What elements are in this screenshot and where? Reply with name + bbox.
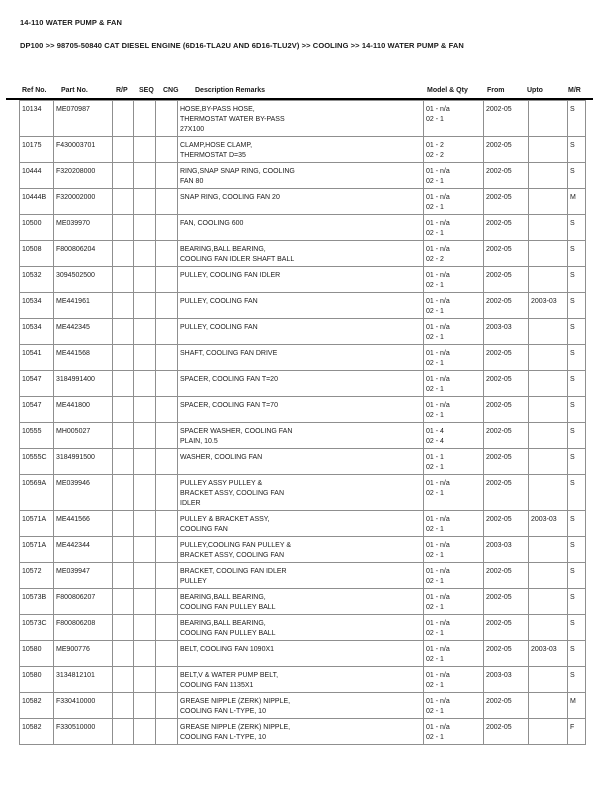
page-title: 14-110 WATER PUMP & FAN: [20, 18, 123, 27]
model-qty-cell: 01 - n/a 02 - 1: [424, 475, 484, 511]
from-cell: 2002-05: [484, 267, 529, 293]
rp-cell: [113, 615, 134, 641]
table-row: [20, 397, 586, 423]
description-cell: WASHER, COOLING FAN: [178, 449, 424, 475]
upto-cell: [529, 667, 568, 693]
column-header-model-qty: Model & Qty: [427, 87, 468, 94]
part-no-cell: 3094502500: [54, 267, 113, 293]
mr-cell: S: [568, 475, 586, 511]
cng-cell: [156, 267, 178, 293]
cng-cell: [156, 137, 178, 163]
from-cell: 2002-05: [484, 563, 529, 589]
description-cell: PULLEY, COOLING FAN IDLER: [178, 267, 424, 293]
from-cell: 2002-05: [484, 345, 529, 371]
part-no-cell: ME441568: [54, 345, 113, 371]
model-qty-cell: 01 - n/a 02 - 1: [424, 719, 484, 745]
cng-cell: [156, 449, 178, 475]
part-no-cell: F320208000: [54, 163, 113, 189]
upto-cell: [529, 563, 568, 589]
ref-no-cell: 10534: [20, 293, 54, 319]
cng-cell: [156, 693, 178, 719]
table-row: [20, 137, 586, 163]
seq-cell: [134, 371, 156, 397]
mr-cell: S: [568, 101, 586, 137]
table-row: [20, 475, 586, 511]
upto-cell: [529, 693, 568, 719]
mr-cell: S: [568, 641, 586, 667]
rp-cell: [113, 397, 134, 423]
seq-cell: [134, 241, 156, 267]
seq-cell: [134, 589, 156, 615]
description-cell: BELT, COOLING FAN 1090X1: [178, 641, 424, 667]
table-row: [20, 641, 586, 667]
model-qty-cell: 01 - n/a 02 - 1: [424, 319, 484, 345]
mr-cell: S: [568, 589, 586, 615]
part-no-cell: F330510000: [54, 719, 113, 745]
rp-cell: [113, 241, 134, 267]
cng-cell: [156, 537, 178, 563]
seq-cell: [134, 397, 156, 423]
mr-cell: S: [568, 137, 586, 163]
cng-cell: [156, 241, 178, 267]
cng-cell: [156, 615, 178, 641]
description-cell: GREASE NIPPLE (ZERK) NIPPLE, COOLING FAN L-TYPE, 10: [178, 693, 424, 719]
mr-cell: S: [568, 215, 586, 241]
table-row: [20, 371, 586, 397]
mr-cell: S: [568, 163, 586, 189]
ref-no-cell: 10547: [20, 397, 54, 423]
mr-cell: M: [568, 189, 586, 215]
breadcrumb: DP100 >> 98705-50840 CAT DIESEL ENGINE (6D16-TLA2U AND 6D16-TLU2V) >> COOLING >> 14-110 WATER PUMP & FAN: [20, 41, 464, 50]
part-no-cell: F800806208: [54, 615, 113, 641]
part-no-cell: ME441961: [54, 293, 113, 319]
column-header-from: From: [487, 87, 505, 94]
seq-cell: [134, 345, 156, 371]
from-cell: 2002-05: [484, 101, 529, 137]
from-cell: 2002-05: [484, 511, 529, 537]
rp-cell: [113, 641, 134, 667]
description-cell: PULLEY ASSY PULLEY & BRACKET ASSY, COOLING FAN IDLER: [178, 475, 424, 511]
description-cell: PULLEY, COOLING FAN: [178, 293, 424, 319]
model-qty-cell: 01 - n/a 02 - 1: [424, 345, 484, 371]
description-cell: RING,SNAP SNAP RING, COOLING FAN 80: [178, 163, 424, 189]
model-qty-cell: 01 - n/a 02 - 1: [424, 511, 484, 537]
description-cell: HOSE,BY-PASS HOSE, THERMOSTAT WATER BY-PASS 27X100: [178, 101, 424, 137]
seq-cell: [134, 615, 156, 641]
rp-cell: [113, 215, 134, 241]
from-cell: 2002-05: [484, 589, 529, 615]
upto-cell: [529, 423, 568, 449]
mr-cell: S: [568, 397, 586, 423]
description-cell: BRACKET, COOLING FAN IDLER PULLEY: [178, 563, 424, 589]
seq-cell: [134, 215, 156, 241]
rp-cell: [113, 537, 134, 563]
table-row: [20, 319, 586, 345]
from-cell: 2002-05: [484, 615, 529, 641]
model-qty-cell: 01 - n/a 02 - 1: [424, 563, 484, 589]
model-qty-cell: 01 - n/a 02 - 1: [424, 537, 484, 563]
model-qty-cell: 01 - n/a 02 - 1: [424, 101, 484, 137]
rp-cell: [113, 189, 134, 215]
seq-cell: [134, 693, 156, 719]
from-cell: 2002-05: [484, 423, 529, 449]
ref-no-cell: 10534: [20, 319, 54, 345]
parts-table-body: [20, 101, 586, 745]
upto-cell: [529, 319, 568, 345]
table-row: [20, 189, 586, 215]
table-row: [20, 293, 586, 319]
rp-cell: [113, 423, 134, 449]
upto-cell: 2003-03: [529, 641, 568, 667]
part-no-cell: ME039947: [54, 563, 113, 589]
rp-cell: [113, 719, 134, 745]
seq-cell: [134, 267, 156, 293]
cng-cell: [156, 163, 178, 189]
description-cell: GREASE NIPPLE (ZERK) NIPPLE, COOLING FAN L-TYPE, 10: [178, 719, 424, 745]
cng-cell: [156, 293, 178, 319]
table-row: [20, 563, 586, 589]
table-row: [20, 449, 586, 475]
upto-cell: [529, 397, 568, 423]
table-row: [20, 511, 586, 537]
seq-cell: [134, 641, 156, 667]
column-header-description-remarks: Description Remarks: [195, 87, 266, 94]
rp-cell: [113, 101, 134, 137]
table-row: [20, 215, 586, 241]
rp-cell: [113, 693, 134, 719]
ref-no-cell: 10582: [20, 693, 54, 719]
from-cell: 2002-05: [484, 293, 529, 319]
seq-cell: [134, 319, 156, 345]
table-row: [20, 719, 586, 745]
rp-cell: [113, 563, 134, 589]
upto-cell: [529, 215, 568, 241]
model-qty-cell: 01 - n/a 02 - 1: [424, 267, 484, 293]
rp-cell: [113, 449, 134, 475]
part-no-cell: MH005027: [54, 423, 113, 449]
rp-cell: [113, 589, 134, 615]
cng-cell: [156, 101, 178, 137]
table-row: [20, 101, 586, 137]
mr-cell: S: [568, 667, 586, 693]
from-cell: 2002-05: [484, 693, 529, 719]
mr-cell: S: [568, 371, 586, 397]
part-no-cell: ME900776: [54, 641, 113, 667]
description-cell: SPACER, COOLING FAN T=20: [178, 371, 424, 397]
table-row: [20, 589, 586, 615]
seq-cell: [134, 475, 156, 511]
ref-no-cell: 10580: [20, 641, 54, 667]
upto-cell: [529, 537, 568, 563]
column-header-rp: R/P: [116, 87, 128, 94]
table-row: [20, 423, 586, 449]
part-no-cell: ME039946: [54, 475, 113, 511]
ref-no-cell: 10444: [20, 163, 54, 189]
cng-cell: [156, 215, 178, 241]
mr-cell: S: [568, 563, 586, 589]
table-row: [20, 667, 586, 693]
from-cell: 2002-05: [484, 371, 529, 397]
ref-no-cell: 10547: [20, 371, 54, 397]
ref-no-cell: 10573B: [20, 589, 54, 615]
description-cell: PULLEY,COOLING FAN PULLEY & BRACKET ASSY, COOLING FAN: [178, 537, 424, 563]
ref-no-cell: 10573C: [20, 615, 54, 641]
seq-cell: [134, 163, 156, 189]
ref-no-cell: 10572: [20, 563, 54, 589]
part-no-cell: F330410000: [54, 693, 113, 719]
description-cell: PULLEY & BRACKET ASSY, COOLING FAN: [178, 511, 424, 537]
model-qty-cell: 01 - n/a 02 - 1: [424, 371, 484, 397]
mr-cell: S: [568, 511, 586, 537]
rp-cell: [113, 163, 134, 189]
rp-cell: [113, 667, 134, 693]
ref-no-cell: 10569A: [20, 475, 54, 511]
upto-cell: [529, 137, 568, 163]
model-qty-cell: 01 - n/a 02 - 1: [424, 189, 484, 215]
ref-no-cell: 10555: [20, 423, 54, 449]
from-cell: 2002-05: [484, 163, 529, 189]
model-qty-cell: 01 - n/a 02 - 1: [424, 163, 484, 189]
cng-cell: [156, 641, 178, 667]
seq-cell: [134, 537, 156, 563]
upto-cell: 2003-03: [529, 511, 568, 537]
from-cell: 2003-03: [484, 537, 529, 563]
upto-cell: [529, 719, 568, 745]
seq-cell: [134, 137, 156, 163]
ref-no-cell: 10134: [20, 101, 54, 137]
model-qty-cell: 01 - n/a 02 - 1: [424, 397, 484, 423]
seq-cell: [134, 189, 156, 215]
rp-cell: [113, 475, 134, 511]
model-qty-cell: 01 - n/a 02 - 1: [424, 641, 484, 667]
from-cell: 2002-05: [484, 475, 529, 511]
upto-cell: [529, 163, 568, 189]
from-cell: 2003-03: [484, 667, 529, 693]
parts-table: [19, 100, 586, 745]
ref-no-cell: 10500: [20, 215, 54, 241]
from-cell: 2002-05: [484, 641, 529, 667]
seq-cell: [134, 719, 156, 745]
cng-cell: [156, 511, 178, 537]
rp-cell: [113, 345, 134, 371]
table-row: [20, 693, 586, 719]
rp-cell: [113, 371, 134, 397]
part-no-cell: ME070987: [54, 101, 113, 137]
model-qty-cell: 01 - n/a 02 - 1: [424, 293, 484, 319]
column-header-cng: CNG: [163, 87, 179, 94]
model-qty-cell: 01 - n/a 02 - 1: [424, 215, 484, 241]
cng-cell: [156, 397, 178, 423]
mr-cell: S: [568, 345, 586, 371]
ref-no-cell: 10508: [20, 241, 54, 267]
description-cell: CLAMP,HOSE CLAMP, THERMOSTAT D=35: [178, 137, 424, 163]
upto-cell: [529, 371, 568, 397]
upto-cell: [529, 449, 568, 475]
cng-cell: [156, 475, 178, 511]
table-row: [20, 537, 586, 563]
upto-cell: [529, 189, 568, 215]
ref-no-cell: 10582: [20, 719, 54, 745]
mr-cell: S: [568, 615, 586, 641]
upto-cell: [529, 475, 568, 511]
ref-no-cell: 10175: [20, 137, 54, 163]
seq-cell: [134, 563, 156, 589]
model-qty-cell: 01 - n/a 02 - 1: [424, 589, 484, 615]
description-cell: SPACER, COOLING FAN T=70: [178, 397, 424, 423]
ref-no-cell: 10444B: [20, 189, 54, 215]
table-header-row: [6, 76, 593, 100]
part-no-cell: F320002000: [54, 189, 113, 215]
description-cell: FAN, COOLING 600: [178, 215, 424, 241]
part-no-cell: F430003701: [54, 137, 113, 163]
part-no-cell: 3184991400: [54, 371, 113, 397]
description-cell: SPACER WASHER, COOLING FAN PLAIN, 10.5: [178, 423, 424, 449]
table-row: [20, 615, 586, 641]
mr-cell: S: [568, 267, 586, 293]
upto-cell: [529, 615, 568, 641]
ref-no-cell: 10541: [20, 345, 54, 371]
column-header-ref-no: Ref No.: [22, 87, 47, 94]
mr-cell: S: [568, 241, 586, 267]
part-no-cell: F800806204: [54, 241, 113, 267]
model-qty-cell: 01 - 1 02 - 1: [424, 449, 484, 475]
mr-cell: S: [568, 319, 586, 345]
cng-cell: [156, 667, 178, 693]
model-qty-cell: 01 - n/a 02 - 1: [424, 667, 484, 693]
seq-cell: [134, 667, 156, 693]
column-header-part-no: Part No.: [61, 87, 88, 94]
mr-cell: S: [568, 293, 586, 319]
description-cell: BEARING,BALL BEARING, COOLING FAN PULLEY BALL: [178, 615, 424, 641]
mr-cell: F: [568, 719, 586, 745]
mr-cell: S: [568, 537, 586, 563]
part-no-cell: 3184991500: [54, 449, 113, 475]
table-row: [20, 267, 586, 293]
ref-no-cell: 10580: [20, 667, 54, 693]
cng-cell: [156, 423, 178, 449]
from-cell: 2002-05: [484, 241, 529, 267]
description-cell: BELT,V & WATER PUMP BELT, COOLING FAN 1135X1: [178, 667, 424, 693]
rp-cell: [113, 319, 134, 345]
model-qty-cell: 01 - n/a 02 - 1: [424, 693, 484, 719]
table-row: [20, 345, 586, 371]
ref-no-cell: 10532: [20, 267, 54, 293]
seq-cell: [134, 423, 156, 449]
from-cell: 2002-05: [484, 215, 529, 241]
part-no-cell: ME442345: [54, 319, 113, 345]
model-qty-cell: 01 - n/a 02 - 1: [424, 615, 484, 641]
upto-cell: [529, 101, 568, 137]
cng-cell: [156, 345, 178, 371]
cng-cell: [156, 319, 178, 345]
mr-cell: S: [568, 449, 586, 475]
cng-cell: [156, 563, 178, 589]
part-no-cell: ME441800: [54, 397, 113, 423]
rp-cell: [113, 293, 134, 319]
column-header-seq: SEQ: [139, 87, 154, 94]
ref-no-cell: 10571A: [20, 511, 54, 537]
upto-cell: [529, 241, 568, 267]
rp-cell: [113, 511, 134, 537]
upto-cell: [529, 589, 568, 615]
ref-no-cell: 10571A: [20, 537, 54, 563]
part-no-cell: ME442344: [54, 537, 113, 563]
upto-cell: 2003-03: [529, 293, 568, 319]
description-cell: BEARING,BALL BEARING, COOLING FAN IDLER SHAFT BALL: [178, 241, 424, 267]
upto-cell: [529, 267, 568, 293]
seq-cell: [134, 511, 156, 537]
upto-cell: [529, 345, 568, 371]
model-qty-cell: 01 - 2 02 - 2: [424, 137, 484, 163]
seq-cell: [134, 449, 156, 475]
from-cell: 2003-03: [484, 319, 529, 345]
model-qty-cell: 01 - n/a 02 - 2: [424, 241, 484, 267]
part-no-cell: 3134812101: [54, 667, 113, 693]
from-cell: 2002-05: [484, 397, 529, 423]
seq-cell: [134, 293, 156, 319]
from-cell: 2002-05: [484, 189, 529, 215]
column-header-upto: Upto: [527, 87, 543, 94]
column-header-mr: M/R: [568, 87, 581, 94]
mr-cell: S: [568, 423, 586, 449]
description-cell: SHAFT, COOLING FAN DRIVE: [178, 345, 424, 371]
mr-cell: M: [568, 693, 586, 719]
cng-cell: [156, 589, 178, 615]
description-cell: SNAP RING, COOLING FAN 20: [178, 189, 424, 215]
seq-cell: [134, 101, 156, 137]
table-row: [20, 241, 586, 267]
cng-cell: [156, 189, 178, 215]
from-cell: 2002-05: [484, 137, 529, 163]
rp-cell: [113, 137, 134, 163]
cng-cell: [156, 719, 178, 745]
rp-cell: [113, 267, 134, 293]
description-cell: BEARING,BALL BEARING, COOLING FAN PULLEY BALL: [178, 589, 424, 615]
part-no-cell: F800806207: [54, 589, 113, 615]
cng-cell: [156, 371, 178, 397]
from-cell: 2002-05: [484, 449, 529, 475]
description-cell: PULLEY, COOLING FAN: [178, 319, 424, 345]
from-cell: 2002-05: [484, 719, 529, 745]
part-no-cell: ME039970: [54, 215, 113, 241]
part-no-cell: ME441566: [54, 511, 113, 537]
model-qty-cell: 01 - 4 02 - 4: [424, 423, 484, 449]
table-row: [20, 163, 586, 189]
ref-no-cell: 10555C: [20, 449, 54, 475]
